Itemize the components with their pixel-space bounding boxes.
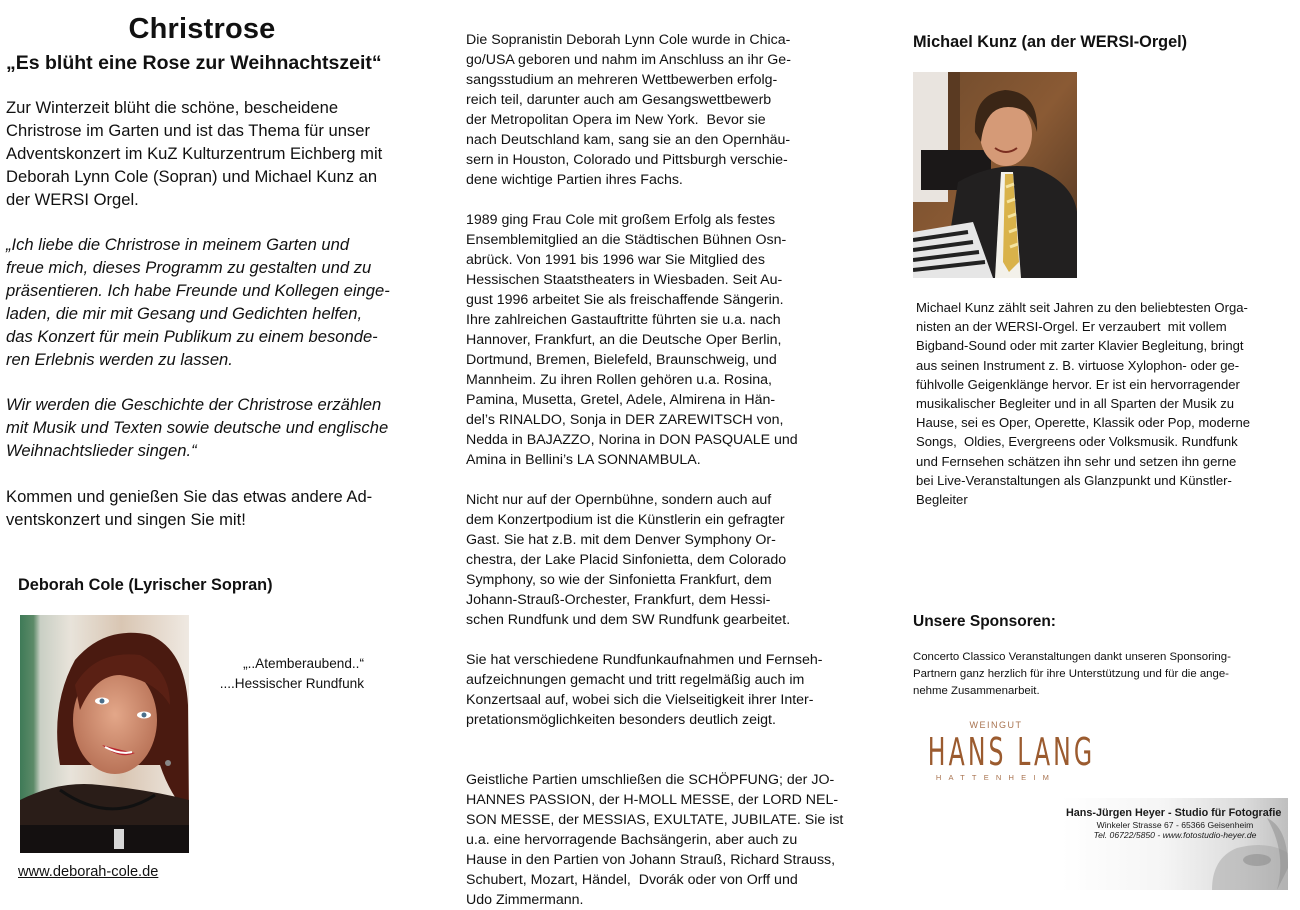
photo-studio-banner [1062, 798, 1288, 890]
text-line: sangsstudium an mehreren Wettbewerben erfolg- [466, 72, 778, 88]
text-line: ventskonzert und singen Sie mit! [6, 510, 246, 529]
text-line: Amina in Bellini’s LA SONNAMBULA. [466, 452, 701, 468]
text-line: Konzertsaal auf, wobei sich die Vielseitigkeit ihrer Inter- [466, 692, 814, 708]
text-line: „Ich liebe die Christrose in meinem Garten und [6, 235, 350, 254]
text-line: Hause, sei es Oper, Operette, Klassik oder Pop, moderne [916, 415, 1251, 431]
sponsors-heading: Unsere Sponsoren: [913, 613, 1056, 630]
text-line: Concerto Classico Veranstaltungen dankt unseren Sponsoring- [913, 651, 1231, 663]
text-line: Ensemblemitglied an die Städtischen Bühnen Osn- [466, 232, 787, 248]
text-line: Partnern ganz herzlich für ihre Unterstützung und für die ange- [913, 668, 1229, 680]
text-line: go/USA geboren und nahm im Anschluss an ihr Ge- [466, 52, 791, 68]
text-line: Nicht nur auf der Opernbühne, sondern auch auf [466, 492, 772, 508]
text-line: aus seinen Instrument z. B. virtuose Xylophon- oder ge- [916, 357, 1240, 373]
studio-name: Hans-Jürgen Heyer - Studio für Fotografie [1066, 807, 1282, 819]
text-line: mit Musik und Texten sowie deutsche und englische [6, 418, 389, 437]
deborah-cole-photo [20, 615, 189, 853]
michael-heading: Michael Kunz (an der WERSI-Orgel) [913, 33, 1188, 51]
deborah-bio-paragraph-5 [466, 770, 843, 910]
text-line: Hannover, Frankfurt, an die Deutsche Oper Berlin, [466, 332, 782, 348]
text-line: Johann-Strauß-Orchester, Frankfurt, dem Hessi- [466, 592, 771, 608]
text-line: SON MESSE, der MESSIAS, EXULTATE, JUBILATE. Sie ist [466, 812, 844, 828]
quote-paragraph-1 [6, 233, 390, 371]
text-line: Symphony, so wie der Sinfonietta Frankfurt, dem [466, 572, 772, 588]
text-line: Geistliche Partien umschließen die SCHÖPFUNG; der JO- [466, 772, 835, 788]
logo-top-text: WEINGUT [969, 720, 1023, 730]
deborah-heading: Deborah Cole (Lyrischer Sopran) [18, 576, 273, 594]
text-line: Hause in den Partien von Johann Strauß, Richard Strauss, [466, 852, 836, 868]
text-line: sern in Houston, Colorado und Pittsburgh verschie- [466, 152, 788, 168]
text-line: Schubert, Mozart, Händel, Dvorák oder von Orff und [466, 872, 798, 888]
text-line: fühlvolle Geigenklänge hervor. Er ist ein hervorragender [916, 376, 1240, 392]
text-line: Mannheim. Zu ihren Rollen gehören u.a. Rosina, [466, 372, 772, 388]
text-line: schen Rundfunk und dem SW Rundfunk gearbeitet. [466, 612, 791, 628]
text-line: dem Konzertpodium ist die Künstlerin ein gefragter [466, 512, 785, 528]
text-line: Gast. Sie hat z.B. mit dem Denver Symphony Or- [466, 532, 776, 548]
michael-kunz-photo [913, 72, 1077, 278]
text-line: reich teil, darunter auch am Gesangswettbewerb [466, 92, 772, 108]
deborah-bio-paragraph-1 [466, 30, 791, 190]
text-line: bei Live-Veranstaltungen als Glanzpunkt und Künstler- [916, 472, 1232, 488]
deborah-bio-paragraph-4 [466, 650, 823, 730]
text-line: Zur Winterzeit blüht die schöne, bescheidene [6, 98, 339, 117]
hans-lang-winery-logo [926, 718, 1096, 792]
text-line: del’s RINALDO, Sonja in DER ZAREWITSCH von, [466, 412, 784, 428]
studio-address: Winkeler Strasse 67 - 65366 Geisenheim [1096, 820, 1254, 830]
portrait-image [20, 615, 189, 853]
press-quote-source: ....Hessischer Rundfunk [219, 676, 364, 691]
text-line: 1989 ging Frau Cole mit großem Erfolg als festes [466, 212, 776, 228]
text-line: Adventskonzert im KuZ Kulturzentrum Eichberg mit [6, 144, 383, 163]
text-line: pretationsmöglichkeiten besonders deutlich zeigt. [466, 712, 776, 728]
press-quote-text: „..Atemberaubend..“ [243, 656, 364, 671]
text-line: Sie hat verschiedene Rundfunkaufnahmen und Fernseh- [466, 652, 823, 668]
text-line: der Metropolitan Opera im New York. Bevor sie [466, 112, 766, 128]
text-line: HANNES PASSION, der H-MOLL MESSE, der LORD NEL- [466, 792, 839, 808]
deborah-website-link[interactable]: www.deborah-cole.de [18, 864, 159, 880]
text-line: Michael Kunz zählt seit Jahren zu den beliebtesten Orga- [916, 300, 1248, 315]
press-quote [190, 654, 364, 694]
studio-contact: Tel. 06722/5850 - www.fotostudio-heyer.de [1093, 830, 1257, 840]
intro-paragraph [6, 96, 382, 211]
text-line: dene wichtige Partien ihres Fachs. [466, 172, 683, 188]
text-line: Christrose im Garten und ist das Thema für unser [6, 121, 370, 140]
text-line: laden, die mir mit Gesang und Gedichten helfen, [6, 304, 363, 323]
text-line: Ihre zahlreichen Gastauftritte führten sie u.a. nach [466, 312, 781, 328]
text-line: Nedda in BAJAZZO, Norina in DON PASQUALE und [466, 432, 798, 448]
page-subtitle: „Es blüht eine Rose zur Weihnachtszeit“ [6, 52, 382, 74]
portrait-image [913, 72, 1077, 278]
logo-bottom-text: HATTENHEIM [935, 773, 1057, 782]
text-line: Dortmund, Bremen, Bielefeld, Braunschweig, und [466, 352, 777, 368]
quote-paragraph-2 [6, 393, 388, 462]
deborah-bio-paragraph-3 [466, 490, 790, 630]
text-line: der WERSI Orgel. [6, 190, 139, 209]
text-line: Begleiter [916, 492, 968, 508]
text-line: gust 1996 arbeitet Sie als freischaffende Sängerin. [466, 292, 784, 308]
sponsors-text [913, 649, 1231, 700]
text-line: Pamina, Musetta, Gretel, Adele, Almirena in Hän- [466, 392, 776, 408]
text-line: Wir werden die Geschichte der Christrose erzählen [6, 395, 382, 414]
text-line: Hessischen Staatstheaters in Wiesbaden. Seit Au- [466, 272, 783, 288]
text-line: Bigband-Sound oder mit zarter Klavier Begleitung, bringt [916, 338, 1244, 354]
text-line: nisten an der WERSI-Orgel. Er verzaubert mit vollem [916, 319, 1227, 335]
deborah-bio-paragraph-2 [466, 210, 798, 470]
text-line: musikalischer Begleiter und in all Sparten der Musik zu [916, 396, 1235, 412]
text-line: Deborah Lynn Cole (Sopran) und Michael Kunz an [6, 167, 378, 186]
text-line: chestra, der Lake Placid Sinfonietta, dem Colorado [466, 552, 787, 568]
text-line: nehme Zusammenarbeit. [913, 685, 1040, 697]
text-line: aufzeichnungen gemacht und tritt regelmäßig auch im [466, 672, 805, 688]
text-line: freue mich, dieses Programm zu gestalten und zu [6, 258, 372, 277]
text-line: Kommen und genießen Sie das etwas andere Ad- [6, 487, 373, 506]
text-line: präsentieren. Ich habe Freunde und Kollegen einge- [6, 281, 390, 300]
text-line: Songs, Oldies, Evergreens oder Volksmusik. Rundfunk [916, 434, 1238, 450]
invitation-paragraph [6, 485, 372, 531]
text-line: das Konzert für mein Publikum zu einem besonde- [6, 327, 378, 346]
text-line: ren Erlebnis werden zu lassen. [6, 350, 233, 369]
text-line: nach Deutschland kam, sang sie an den Opernhäu- [466, 132, 791, 148]
logo-main-text: HANS LANG [927, 730, 1096, 774]
text-line: Die Sopranistin Deborah Lynn Cole wurde in Chica- [466, 32, 791, 48]
text-line: Weihnachtslieder singen.“ [6, 441, 197, 460]
page-title: Christrose [128, 13, 276, 45]
text-line: abrück. Von 1991 bis 1996 war Sie Mitglied des [466, 252, 765, 268]
text-line: Udo Zimmermann. [466, 892, 584, 908]
text-line: und Fernsehen schätzen ihn sehr und setzen ihn gerne [916, 453, 1237, 469]
michael-bio-paragraph [916, 298, 1250, 509]
text-line: u.a. eine hervorragende Bachsängerin, aber auch zu [466, 832, 798, 848]
